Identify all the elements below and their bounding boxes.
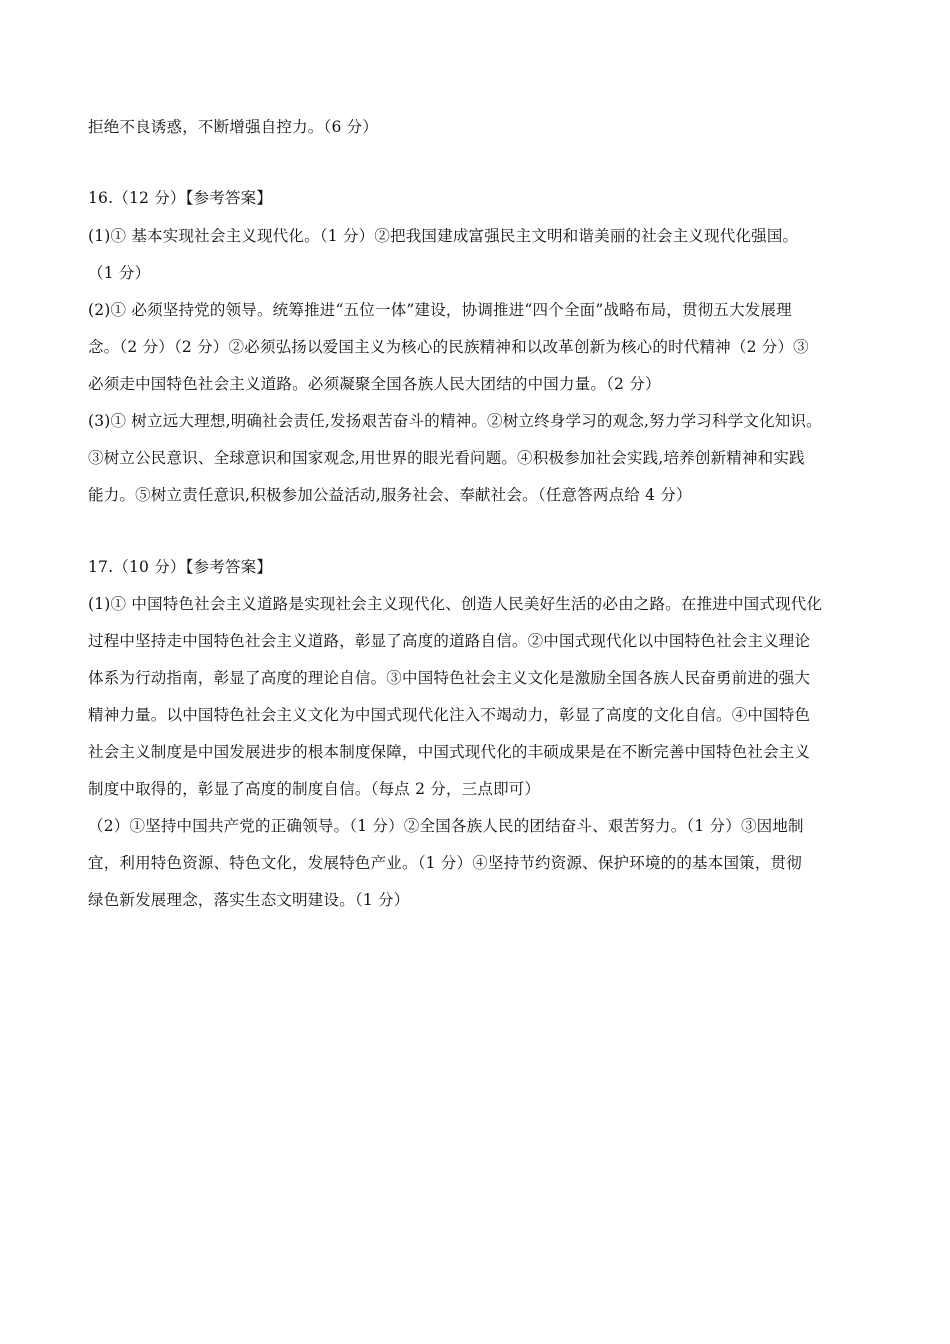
text-line: （2）①坚持中国共产党的正确领导。（1 分）②全国各族人民的团结奋斗、艰苦努力。（1 分）③因地制 [88,817,804,835]
text-line: ③树立公民意识、全球意识和国家观念,用世界的眼光看问题。④积极参加社会实践,培养创新精神和实践 [88,449,805,467]
text-line: 精神力量。以中国特色社会主义文化为中国式现代化注入不竭动力，彰显了高度的文化自信。④中国特色 [88,706,811,724]
text-line: 必须走中国特色社会主义道路。必须凝聚全国各族人民大团结的中国力量。（2 分） [88,375,661,393]
question-16-heading: 16.（12 分）【参考答案】 [88,189,273,207]
text-line: (1)① 基本实现社会主义现代化。（1 分）②把我国建成富强民主文明和谐美丽的社会主义现代化强国。 [88,227,799,245]
text-line: 绿色新发展理念，落实生态文明建设。（1 分） [88,891,410,909]
text-line: 拒绝不良诱惑，不断增强自控力。（6 分） [88,118,379,136]
text-line: 制度中取得的，彰显了高度的制度自信。（每点 2 分，三点即可） [88,780,541,798]
text-line: 社会主义制度是中国发展进步的根本制度保障，中国式现代化的丰硕成果是在不断完善中国特色社会主义 [88,743,811,761]
text-line: (2)① 必须坚持党的领导。统筹推进“五位一体”建设，协调推进“四个全面”战略布局，贯彻五大发展理 [88,301,792,319]
text-line: 念。（2 分）（2 分）②必须弘扬以爱国主义为核心的民族精神和以改革创新为核心的时代精神（2 分）③ [88,338,809,356]
text-line: (3)① 树立远大理想,明确社会责任,发扬艰苦奋斗的精神。②树立终身学习的观念,努力学习科学文化知识。 [88,412,822,430]
text-line: 过程中坚持走中国特色社会主义道路，彰显了高度的道路自信。②中国式现代化以中国特色社会主义理论 [88,632,811,650]
text-line: （1 分） [88,264,151,282]
text-line: 宜，利用特色资源、特色文化，发展特色产业。（1 分）④坚持节约资源、保护环境的的基本国策，贯彻 [88,854,802,872]
text-line: 体系为行动指南，彰显了高度的理论自信。③中国特色社会主义文化是激励全国各族人民奋勇前进的强大 [88,669,811,687]
text-line: 能力。⑤树立责任意识,积极参加公益活动,服务社会、奉献社会。（任意答两点给 4 分） [88,486,692,504]
text-line: (1)① 中国特色社会主义道路是实现社会主义现代化、创造人民美好生活的必由之路。在推进中国式现代化 [88,595,823,613]
question-17-heading: 17.（10 分）【参考答案】 [88,558,273,576]
